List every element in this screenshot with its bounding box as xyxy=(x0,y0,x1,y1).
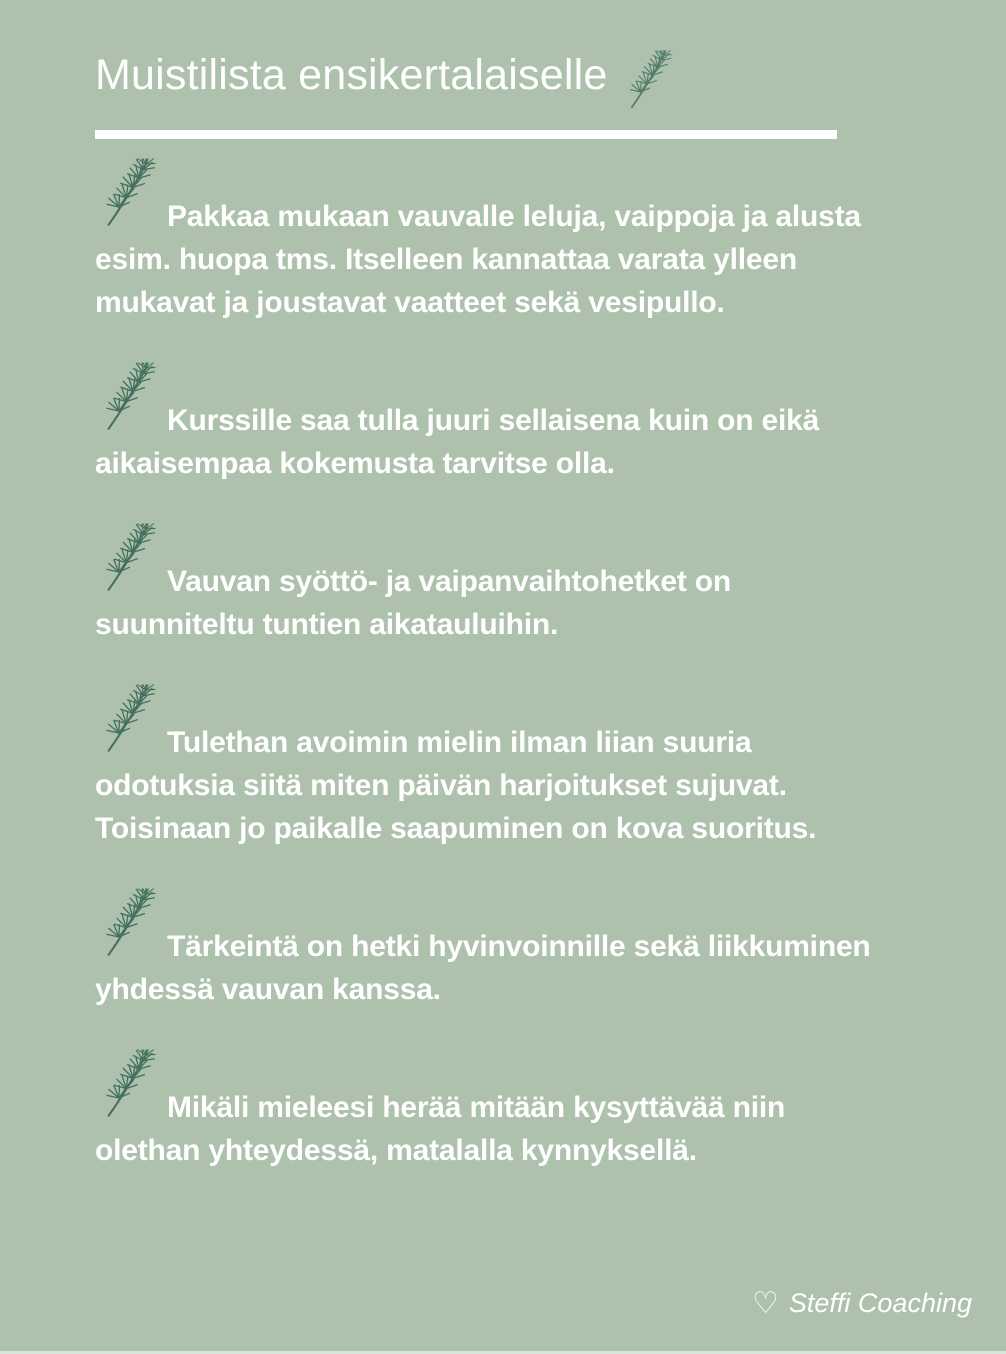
checklist-item xyxy=(95,520,895,646)
checklist xyxy=(95,155,946,1172)
checklist-item xyxy=(95,885,895,1011)
checklist-item xyxy=(95,1046,895,1172)
heart-icon: ♡ xyxy=(751,1286,779,1320)
checklist-item-text: Kurssille saa tulla juuri sellaisena kuin on eikä aikaisempaa kokemusta tarvitse olla. xyxy=(95,404,820,480)
checklist-item xyxy=(95,155,895,324)
fern-branch-icon xyxy=(103,683,159,755)
checklist-item-text: Tulethan avoimin mielin ilman liian suuria odotuksia siitä miten päivän harjoitukset sujuvat. Toisinaan jo paikalle saapuminen on kova suoritus. xyxy=(95,726,817,845)
fern-branch-icon xyxy=(103,361,159,433)
checklist-item xyxy=(95,359,895,485)
poster-header xyxy=(95,52,946,139)
fern-branch-icon xyxy=(103,1048,159,1120)
fern-branch-icon xyxy=(103,157,159,229)
page-title: Muistilista ensikertalaiselle xyxy=(95,51,608,99)
brand-footer xyxy=(752,1288,972,1319)
checklist-item-text: Tärkeintä on hetki hyvinvoinnille sekä liikkuminen yhdessä vauvan kanssa. xyxy=(95,930,871,1006)
fern-branch-icon xyxy=(103,887,159,959)
checklist-item-text: Vauvan syöttö- ja vaipanvaihtohetket on suunniteltu tuntien aikatauluihin. xyxy=(95,565,732,641)
brand-name: Steffi Coaching xyxy=(788,1288,972,1318)
checklist-item-text: Pakkaa mukaan vauvalle leluja, vaippoja ja alusta esim. huopa tms. Itselleen kannattaa varata ylleen mukavat ja joustavat vaatteet sekä vesipullo. xyxy=(95,200,861,319)
fern-branch-icon xyxy=(103,522,159,594)
title-underline xyxy=(95,130,837,139)
checklist-item xyxy=(95,681,895,850)
checklist-item-text: Mikäli mieleesi herää mitään kysyttävää niin olethan yhteydessä, matalalla kynnyksellä. xyxy=(95,1091,786,1167)
fern-branch-icon xyxy=(627,48,675,112)
